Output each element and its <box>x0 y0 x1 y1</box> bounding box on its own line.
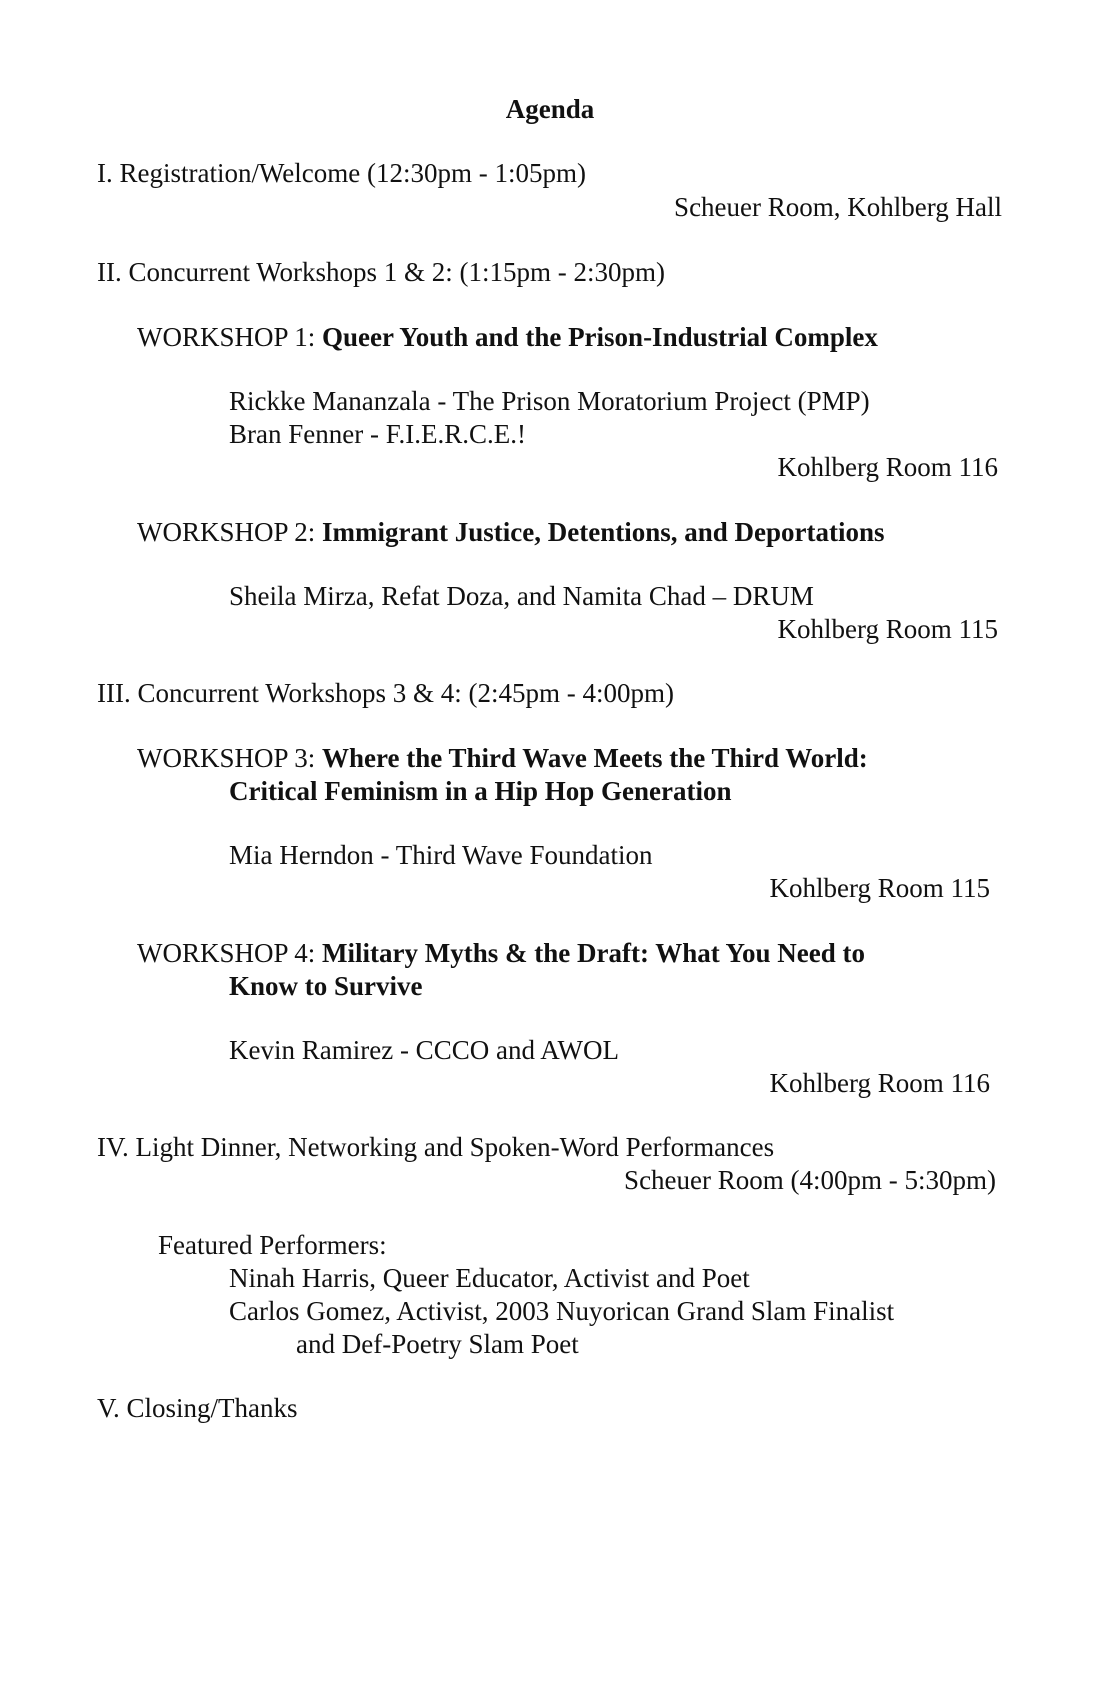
workshop-2-title: Immigrant Justice, Detentions, and Deportations <box>322 517 885 547</box>
workshop-4-room: Kohlberg Room 116 <box>769 1068 990 1098</box>
workshop-1-heading <box>137 320 878 355</box>
workshop-3-heading <box>137 741 868 776</box>
workshop-2-heading <box>137 515 885 550</box>
performer-2-line-2: and Def-Poetry Slam Poet <box>296 1329 579 1359</box>
section-2-heading: II. Concurrent Workshops 1 & 2: (1:15pm - 2:30pm) <box>97 257 666 287</box>
section-4-heading: IV. Light Dinner, Networking and Spoken-Word Performances <box>97 1132 775 1162</box>
workshop-1-label: WORKSHOP 1: <box>137 322 323 352</box>
workshop-3-label: WORKSHOP 3: <box>137 743 323 773</box>
workshop-3-title-line-1: Where the Third Wave Meets the Third World: <box>322 743 868 773</box>
performer-1: Ninah Harris, Queer Educator, Activist and Poet <box>229 1263 750 1293</box>
workshop-1-title: Queer Youth and the Prison-Industrial Complex <box>322 322 878 352</box>
workshop-3-speaker-1: Mia Herndon - Third Wave Foundation <box>229 840 653 870</box>
workshop-1-speaker-2: Bran Fenner - F.I.E.R.C.E.! <box>229 419 527 449</box>
workshop-1-speaker-1: Rickke Mananzala - The Prison Moratorium Project (PMP) <box>229 386 870 416</box>
section-4-location: Scheuer Room (4:00pm - 5:30pm) <box>624 1165 996 1195</box>
section-1-heading: I. Registration/Welcome (12:30pm - 1:05pm) <box>97 158 586 188</box>
section-5-heading: V. Closing/Thanks <box>97 1393 298 1423</box>
workshop-4-label: WORKSHOP 4: <box>137 938 323 968</box>
workshop-4-title-line-2: Know to Survive <box>229 971 423 1001</box>
workshop-2-speaker-1: Sheila Mirza, Refat Doza, and Namita Chad – DRUM <box>229 581 814 611</box>
page-title: Agenda <box>505 94 595 124</box>
performer-2-line-1: Carlos Gomez, Activist, 2003 Nuyorican Grand Slam Finalist <box>229 1296 895 1326</box>
workshop-1-room: Kohlberg Room 116 <box>777 452 998 482</box>
workshop-4-title-line-1: Military Myths & the Draft: What You Need to <box>322 938 865 968</box>
featured-performers-label: Featured Performers: <box>158 1230 387 1260</box>
workshop-4-heading <box>137 936 865 971</box>
workshop-2-label: WORKSHOP 2: <box>137 517 323 547</box>
section-3-heading: III. Concurrent Workshops 3 & 4: (2:45pm - 4:00pm) <box>97 678 675 708</box>
workshop-2-room: Kohlberg Room 115 <box>777 614 998 644</box>
workshop-3-title-line-2: Critical Feminism in a Hip Hop Generation <box>229 776 732 806</box>
workshop-4-speaker-1: Kevin Ramirez - CCCO and AWOL <box>229 1035 620 1065</box>
workshop-3-room: Kohlberg Room 115 <box>769 873 990 903</box>
section-1-location: Scheuer Room, Kohlberg Hall <box>674 192 1002 222</box>
